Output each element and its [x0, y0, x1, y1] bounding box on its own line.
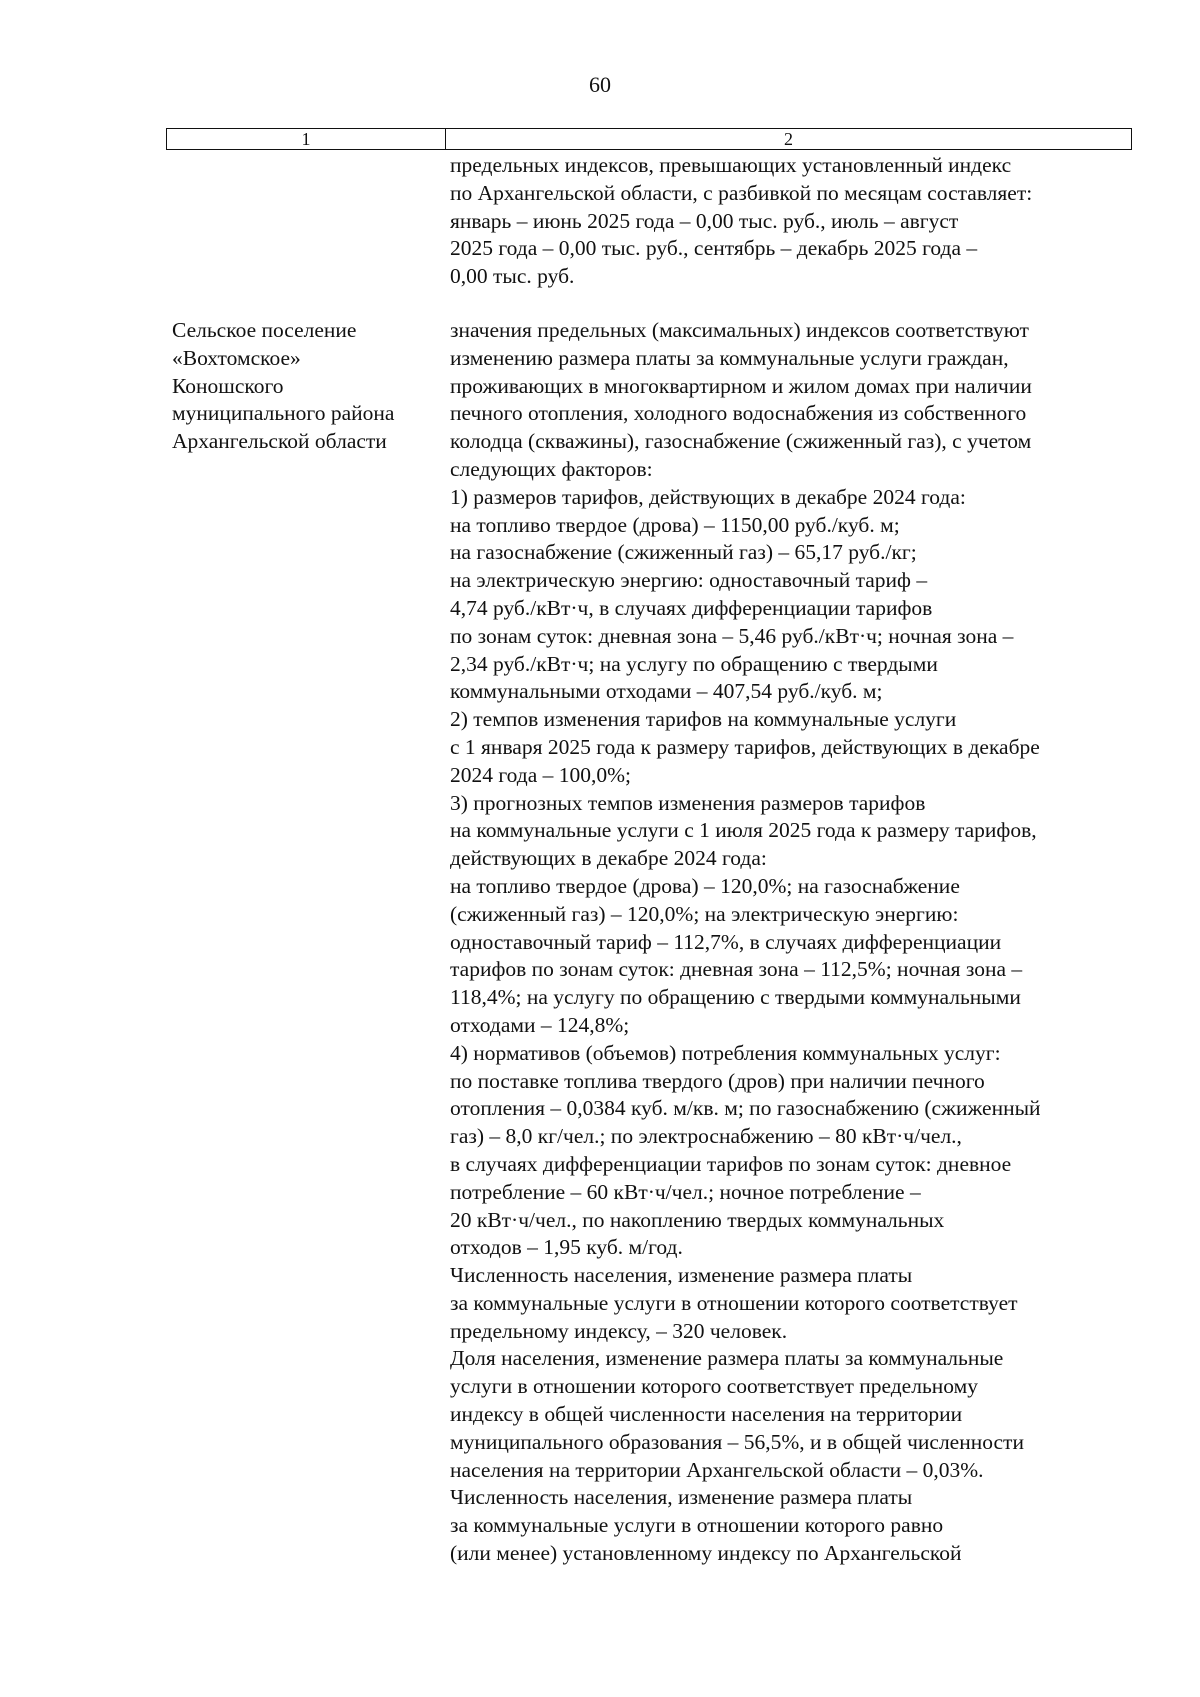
- continuation-text: [450, 152, 1140, 291]
- text-line: на топливо твердое (дрова) – 1150,00 руб./куб. м;: [450, 512, 900, 537]
- text-line: печного отопления, холодного водоснабжения из собственного: [450, 401, 1027, 426]
- text-line: 2) темпов изменения тарифов на коммунальные услуги: [450, 707, 957, 732]
- text-line: на газоснабжение (сжиженный газ) – 65,17 руб./кг;: [450, 540, 917, 565]
- text-line: изменению размера платы за коммунальные услуги граждан,: [450, 345, 1009, 370]
- text-line: по поставке топлива твердого (дров) при наличии печного: [450, 1068, 985, 1093]
- text-line: Численность населения, изменение размера платы: [450, 1485, 913, 1510]
- text-line: Сельское поселение: [172, 318, 357, 342]
- text-line: коммунальными отходами – 407,54 руб./куб. м;: [450, 679, 883, 704]
- text-line: на коммунальные услуги с 1 июля 2025 года к размеру тарифов,: [450, 818, 1037, 843]
- text-line: 2,34 руб./кВт·ч; на услугу по обращению с твердыми: [450, 651, 938, 676]
- text-line: 20 кВт·ч/чел., по накоплению твердых коммунальных: [450, 1207, 945, 1232]
- description-text: [450, 317, 1140, 1568]
- text-line: (или менее) установленному индексу по Архангельской: [450, 1541, 962, 1566]
- text-line: одноставочный тариф – 112,7%, в случаях дифференциации: [450, 929, 1002, 954]
- text-line: отходами – 124,8%;: [450, 1012, 630, 1037]
- text-line: на электрическую энергию: одноставочный тариф –: [450, 568, 928, 593]
- text-line: «Вохтомское»: [172, 345, 301, 370]
- text-line: 4,74 руб./кВт·ч, в случаях дифференциации тарифов: [450, 595, 933, 620]
- text-line: за коммунальные услуги в отношении которого соответствует: [450, 1290, 1018, 1315]
- text-line: проживающих в многоквартирном и жилом домах при наличии: [450, 373, 1032, 398]
- text-line: Доля населения, изменение размера платы за коммунальные: [450, 1346, 1004, 1371]
- text-line: услуги в отношении которого соответствует предельному: [450, 1374, 978, 1399]
- page-number: 60: [589, 72, 611, 97]
- text-line: 1) размеров тарифов, действующих в декабре 2024 года:: [450, 484, 966, 509]
- text-line: 4) нормативов (объемов) потребления коммунальных услуг:: [450, 1040, 1001, 1065]
- text-line: на топливо твердое (дрова) – 120,0%; на газоснабжение: [450, 873, 960, 898]
- text-line: Численность населения, изменение размера платы: [450, 1263, 913, 1288]
- text-line: потребление – 60 кВт·ч/чел.; ночное потребление –: [450, 1179, 921, 1204]
- text-line: 118,4%; на услугу по обращению с твердыми коммунальными: [450, 985, 1021, 1010]
- municipality-name: [172, 317, 442, 456]
- text-line: по Архангельской области, с разбивкой по месяцам составляет:: [450, 180, 1033, 205]
- text-line: муниципального района: [172, 401, 395, 426]
- text-line: значения предельных (максимальных) индексов соответствуют: [450, 318, 1029, 342]
- text-line: предельных индексов, превышающих установленный индекс: [450, 153, 1012, 177]
- text-line: предельному индексу, – 320 человек.: [450, 1318, 788, 1343]
- text-line: 2024 года – 100,0%;: [450, 762, 632, 787]
- text-line: действующих в декабре 2024 года:: [450, 846, 767, 871]
- text-line: по зонам суток: дневная зона – 5,46 руб./кВт·ч; ночная зона –: [450, 623, 1014, 648]
- text-line: в случаях дифференциации тарифов по зонам суток: дневное: [450, 1151, 1012, 1176]
- text-line: колодца (скважины), газоснабжение (сжиженный газ), с учетом: [450, 429, 1032, 454]
- text-line: муниципального образования – 56,5%, и в общей численности: [450, 1429, 1024, 1454]
- text-line: Архангельской области: [172, 429, 387, 454]
- text-line: (сжиженный газ) – 120,0%; на электрическую энергию:: [450, 901, 959, 926]
- text-line: следующих факторов:: [450, 456, 653, 481]
- text-line: 2025 года – 0,00 тыс. руб., сентябрь – декабрь 2025 года –: [450, 236, 978, 261]
- column-1-header: 1: [167, 129, 446, 149]
- text-line: населения на территории Архангельской области – 0,03%.: [450, 1457, 984, 1482]
- text-line: Коношского: [172, 373, 284, 398]
- text-line: январь – июнь 2025 года – 0,00 тыс. руб., июль – август: [450, 208, 959, 233]
- text-line: 3) прогнозных темпов изменения размеров тарифов: [450, 790, 926, 815]
- text-line: с 1 января 2025 года к размеру тарифов, действующих в декабре: [450, 734, 1040, 759]
- text-line: за коммунальные услуги в отношении которого равно: [450, 1513, 944, 1538]
- text-line: отходов – 1,95 куб. м/год.: [450, 1235, 683, 1260]
- text-line: индексу в общей численности населения на территории: [450, 1402, 963, 1427]
- text-line: 0,00 тыс. руб.: [450, 264, 575, 289]
- text-line: газ) – 8,0 кг/чел.; по электроснабжению – 80 кВт·ч/чел.,: [450, 1124, 962, 1149]
- column-2-header: 2: [784, 129, 793, 149]
- text-line: отопления – 0,0384 куб. м/кв. м; по газоснабжению (сжиженный: [450, 1096, 1041, 1121]
- table-header-row: [166, 128, 1132, 150]
- text-line: тарифов по зонам суток: дневная зона – 112,5%; ночная зона –: [450, 957, 1023, 982]
